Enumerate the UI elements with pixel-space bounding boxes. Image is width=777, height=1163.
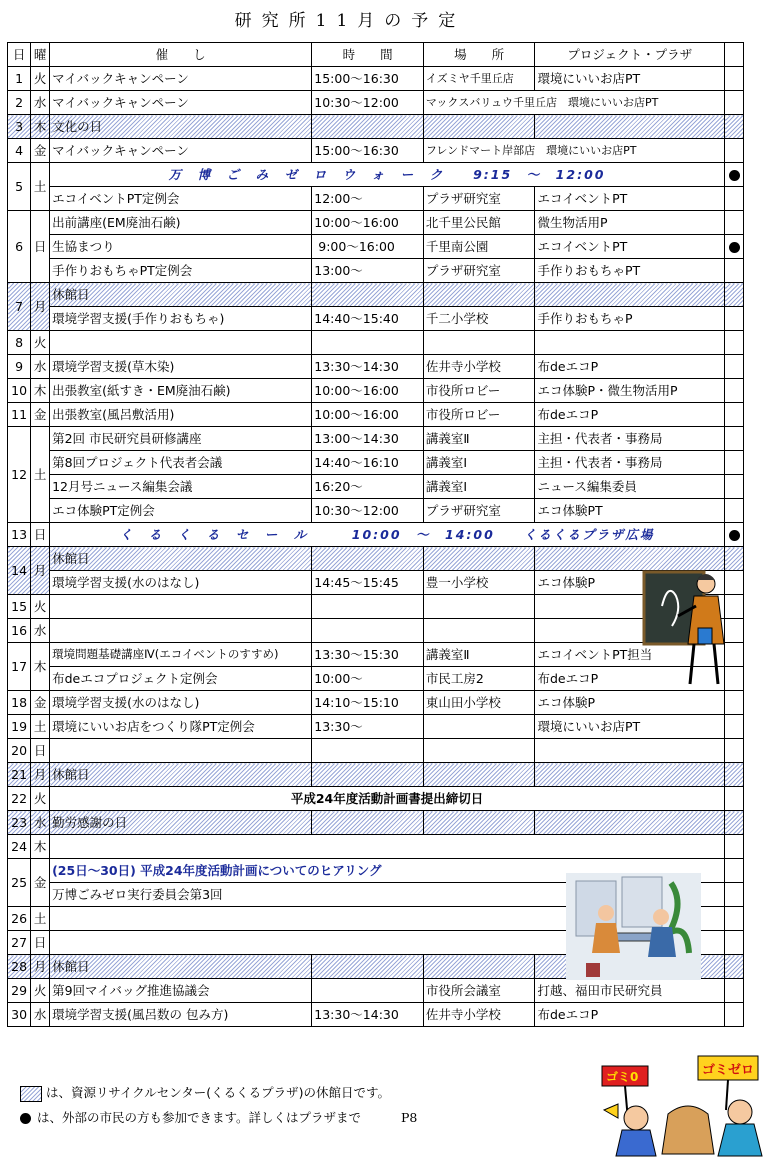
weekday-cell: 木 (31, 379, 50, 403)
project-cell: 環境にいいお店PT (535, 67, 725, 91)
event-cell: 出張教室(風呂敷活用) (50, 403, 312, 427)
day-cell: 30 (8, 1003, 31, 1027)
event-cell: 環境学習支援(手作りおもちゃ) (50, 307, 312, 331)
project-cell: 打越、福田市民研究員 (535, 979, 725, 1003)
day-cell: 28 (8, 955, 31, 979)
day-cell: 12 (8, 427, 31, 523)
event-cell: 出前講座(EM廃油石鹸) (50, 211, 312, 235)
place-cell: 講義室Ⅰ (423, 451, 535, 475)
project-cell: 環境にいいお店PT (535, 715, 725, 739)
place-cell: 千里南公園 (423, 235, 535, 259)
project-cell: 主担・代表者・事務局 (535, 427, 725, 451)
table-row (8, 211, 744, 235)
day-cell: 22 (8, 787, 31, 811)
place-cell (423, 715, 535, 739)
table-row (8, 787, 744, 811)
day-cell: 7 (8, 283, 31, 331)
table-row (8, 667, 744, 691)
table-row (8, 163, 744, 187)
day-cell: 26 (8, 907, 31, 931)
table-row (8, 811, 744, 835)
project-text: 環境にいいお店PT (546, 144, 637, 157)
time-cell: 13:30～15:30 (312, 643, 424, 667)
place-cell: 豊一小学校 (423, 571, 535, 595)
event-banner: (25日～30日) 平成24年度活動計画についてのヒアリング (50, 859, 725, 883)
weekday-cell: 日 (31, 523, 50, 547)
day-cell: 25 (8, 859, 31, 907)
event-cell: 生協まつり (50, 235, 312, 259)
public-dot-icon (20, 1113, 31, 1124)
sign1-text: ゴミ0 (606, 1070, 639, 1084)
table-row (8, 1003, 744, 1027)
project-cell: 布deエコP (535, 355, 725, 379)
day-cell: 14 (8, 547, 31, 595)
place-cell: 佐井寺小学校 (423, 355, 535, 379)
event-cell: マイバックキャンペーン (50, 91, 312, 115)
weekday-cell: 木 (31, 643, 50, 691)
weekday-cell: 水 (31, 91, 50, 115)
day-cell: 19 (8, 715, 31, 739)
day-cell: 20 (8, 739, 31, 763)
table-row (8, 691, 744, 715)
project-cell: 微生物活用P (535, 211, 725, 235)
project-cell: 手作りおもちゃP (535, 307, 725, 331)
weekday-cell: 木 (31, 115, 50, 139)
weekday-cell: 火 (31, 331, 50, 355)
project-cell: エコ体験P・微生物活用P (535, 379, 725, 403)
event-cell: 環境学習支援(草木染) (50, 355, 312, 379)
project-cell: エコ体験P (535, 691, 725, 715)
day-cell: 24 (8, 835, 31, 859)
weekday-cell: 日 (31, 931, 50, 955)
time-cell: 9:00～16:00 (312, 235, 424, 259)
place-cell: イズミヤ千里丘店 (423, 67, 535, 91)
weekday-cell: 木 (31, 835, 50, 859)
project-cell: ニュース編集委員 (535, 475, 725, 499)
header-day: 日 (8, 43, 31, 67)
weekday-cell: 土 (31, 427, 50, 523)
time-cell: 10:00～16:00 (312, 403, 424, 427)
place-cell: 講義室Ⅱ (423, 643, 535, 667)
table-header (8, 43, 744, 67)
weekday-cell: 月 (31, 547, 50, 595)
weekday-cell: 火 (31, 67, 50, 91)
day-cell: 13 (8, 523, 31, 547)
project-cell: エコイベントPT担当 (535, 643, 725, 667)
weekday-cell: 火 (31, 595, 50, 619)
time-cell: 12:00～ (312, 187, 424, 211)
event-cell: 第8回プロジェクト代表者会議 (50, 451, 312, 475)
table-row (8, 979, 744, 1003)
day-cell: 6 (8, 211, 31, 283)
weekday-cell: 金 (31, 139, 50, 163)
weekday-cell: 水 (31, 619, 50, 643)
table-row (8, 283, 744, 307)
closed-day-swatch (20, 1086, 42, 1102)
place-cell: プラザ研究室 (423, 499, 535, 523)
place-cell: 北千里公民館 (423, 211, 535, 235)
project-cell: エコイベントPT (535, 235, 725, 259)
weekday-cell: 金 (31, 859, 50, 907)
day-cell: 29 (8, 979, 31, 1003)
day-cell: 21 (8, 763, 31, 787)
time-cell: 13:30～14:30 (312, 1003, 424, 1027)
time-cell: 13:30～ (312, 715, 424, 739)
day-cell: 15 (8, 595, 31, 619)
weekday-cell: 月 (31, 763, 50, 787)
event-banner: く る く る セ ー ル 10:00 ～ 14:00 くるくるプラザ広場 (50, 523, 725, 547)
table-row (8, 355, 744, 379)
header-weekday: 曜 (31, 43, 50, 67)
header-event: 催 し (50, 43, 312, 67)
header-project: プロジェクト・プラザ (535, 43, 725, 67)
event-cell: 出張教室(紙すき・EM廃油石鹸) (50, 379, 312, 403)
weekday-cell: 金 (31, 691, 50, 715)
event-cell: 万博ごみゼロ実行委員会第3回 (50, 883, 725, 907)
event-cell: マイバックキャンペーン (50, 139, 312, 163)
day-cell: 11 (8, 403, 31, 427)
place-cell: プラザ研究室 (423, 187, 535, 211)
table-row (8, 115, 744, 139)
weekday-cell: 日 (31, 211, 50, 283)
place-cell: 市役所ロビー (423, 379, 535, 403)
table-row (8, 715, 744, 739)
event-cell: 環境問題基礎講座Ⅳ(エコイベントのすすめ) (50, 643, 312, 667)
time-cell: 13:00～14:30 (312, 427, 424, 451)
project-cell: 主担・代表者・事務局 (535, 451, 725, 475)
place-cell: 千二小学校 (423, 307, 535, 331)
project-cell: 手作りおもちゃPT (535, 259, 725, 283)
place-cell: 講義室Ⅱ (423, 427, 535, 451)
time-cell: 14:40～16:10 (312, 451, 424, 475)
table-row (8, 595, 744, 619)
place-text: フレンドマート岸部店 (425, 144, 536, 157)
table-row (8, 499, 744, 523)
time-cell: 15:00～16:30 (312, 67, 424, 91)
time-cell: 14:40～15:40 (312, 307, 424, 331)
time-cell: 10:30～12:00 (312, 499, 424, 523)
time-cell: 10:00～ (312, 667, 424, 691)
table-row (8, 739, 744, 763)
place-cell: 講義室Ⅰ (423, 475, 535, 499)
table-row (8, 619, 744, 643)
event-cell: 12月号ニュース編集会議 (50, 475, 312, 499)
weekday-cell: 土 (31, 907, 50, 931)
event-cell: 第9回マイバッグ推進協議会 (50, 979, 312, 1003)
event-cell: 布deエコプロジェクト定例会 (50, 667, 312, 691)
page-number: P8 (401, 1110, 418, 1125)
event-cell: 第2回 市民研究員研修講座 (50, 427, 312, 451)
time-cell (312, 979, 424, 1003)
day-cell: 8 (8, 331, 31, 355)
day-cell: 16 (8, 619, 31, 643)
weekday-cell: 月 (31, 955, 50, 979)
table-row (8, 403, 744, 427)
event-cell: 休館日 (50, 283, 312, 307)
header-place: 場 所 (423, 43, 535, 67)
place-cell: プラザ研究室 (423, 259, 535, 283)
event-cell: 休館日 (50, 763, 312, 787)
weekday-cell: 水 (31, 811, 50, 835)
event-banner: 平成24年度活動計画書提出締切日 (50, 787, 725, 811)
table-row (8, 763, 744, 787)
time-cell: 10:00～16:00 (312, 379, 424, 403)
public-dot-icon (729, 242, 740, 253)
day-cell: 5 (8, 163, 31, 211)
event-cell: 休館日 (50, 547, 312, 571)
time-cell: 13:00～ (312, 259, 424, 283)
place-project-cell (423, 139, 724, 163)
time-cell: 10:30～12:00 (312, 91, 424, 115)
project-cell: 布deエコP (535, 403, 725, 427)
event-cell: エコ体験PT定例会 (50, 499, 312, 523)
time-cell: 13:30～14:30 (312, 355, 424, 379)
project-cell: 布deエコP (535, 667, 725, 691)
event-cell: 手作りおもちゃPT定例会 (50, 259, 312, 283)
legend-closed-text: は、資源リサイクルセンター(くるくるプラザ)の休館日です。 (46, 1085, 391, 1100)
table-row (8, 523, 744, 547)
table-row (8, 139, 744, 163)
time-cell: 10:00～16:00 (312, 211, 424, 235)
table-row (8, 379, 744, 403)
day-cell: 2 (8, 91, 31, 115)
table-row (8, 307, 744, 331)
place-cell: 市民工房2 (423, 667, 535, 691)
table-row (8, 187, 744, 211)
place-cell: 佐井寺小学校 (423, 1003, 535, 1027)
day-cell: 17 (8, 643, 31, 691)
table-row (8, 91, 744, 115)
table-row (8, 547, 744, 571)
sign2-text: ゴミゼロ (702, 1063, 755, 1078)
table-row (8, 835, 744, 859)
day-cell: 23 (8, 811, 31, 835)
weekday-cell: 土 (31, 163, 50, 211)
time-cell: 15:00～16:30 (312, 139, 424, 163)
table-row (8, 451, 744, 475)
table-row (8, 427, 744, 451)
event-cell: 環境学習支援(水のはなし) (50, 691, 312, 715)
weekday-cell: 火 (31, 979, 50, 1003)
legend-closed (20, 1083, 390, 1102)
day-cell: 4 (8, 139, 31, 163)
event-cell: 環境学習支援(風呂数の 包み方) (50, 1003, 312, 1027)
table-row (8, 259, 744, 283)
weekday-cell: 水 (31, 1003, 50, 1027)
event-cell: 環境にいいお店をつくり隊PT定例会 (50, 715, 312, 739)
project-cell: 布deエコP (535, 1003, 725, 1027)
event-cell: 環境学習支援(水のはなし) (50, 571, 312, 595)
table-row (8, 571, 744, 595)
table-row (8, 475, 744, 499)
weekday-cell: 水 (31, 355, 50, 379)
project-text: 環境にいいお店PT (568, 96, 659, 109)
table-row (8, 235, 744, 259)
public-dot-icon (729, 530, 740, 541)
legend-dot (20, 1108, 417, 1126)
day-cell: 3 (8, 115, 31, 139)
project-cell: エコイベントPT (535, 187, 725, 211)
project-cell: エコ体験P (535, 571, 725, 595)
weekday-cell: 日 (31, 739, 50, 763)
public-dot-icon (729, 170, 740, 181)
event-cell: 文化の日 (50, 115, 312, 139)
time-cell: 14:10～15:10 (312, 691, 424, 715)
event-banner: 万 博 ご み ゼ ロ ウ ォ ー ク 9:15 ～ 12:00 (50, 163, 725, 187)
weekday-cell: 土 (31, 715, 50, 739)
weekday-cell: 月 (31, 283, 50, 331)
project-cell: エコ体験PT (535, 499, 725, 523)
place-project-cell (423, 91, 724, 115)
time-cell: 14:45～15:45 (312, 571, 424, 595)
day-cell: 9 (8, 355, 31, 379)
table-row (8, 643, 744, 667)
place-text: マックスバリュウ千里丘店 (425, 96, 557, 109)
place-cell: 市役所会議室 (423, 979, 535, 1003)
place-cell: 東山田小学校 (423, 691, 535, 715)
day-cell: 27 (8, 931, 31, 955)
event-cell: 休館日 (50, 955, 312, 979)
meeting-illustration (566, 873, 701, 980)
teacher-illustration (640, 566, 726, 692)
day-cell: 10 (8, 379, 31, 403)
day-cell: 1 (8, 67, 31, 91)
legend-dot-text: は、外部の市民の方も参加できます。詳しくはプラザまで (37, 1110, 362, 1125)
table-row (8, 331, 744, 355)
page-title: 研究所11月の予定 (234, 11, 466, 31)
gomi-zero-mascots-illustration (598, 1050, 776, 1162)
header-time: 時 間 (312, 43, 424, 67)
day-cell: 18 (8, 691, 31, 715)
event-cell: エコイベントPT定例会 (50, 187, 312, 211)
place-cell: 市役所ロビー (423, 403, 535, 427)
weekday-cell: 火 (31, 787, 50, 811)
time-cell: 16:20～ (312, 475, 424, 499)
event-cell: 勤労感謝の日 (50, 811, 312, 835)
event-cell: マイバックキャンペーン (50, 67, 312, 91)
weekday-cell: 金 (31, 403, 50, 427)
table-row (8, 67, 744, 91)
